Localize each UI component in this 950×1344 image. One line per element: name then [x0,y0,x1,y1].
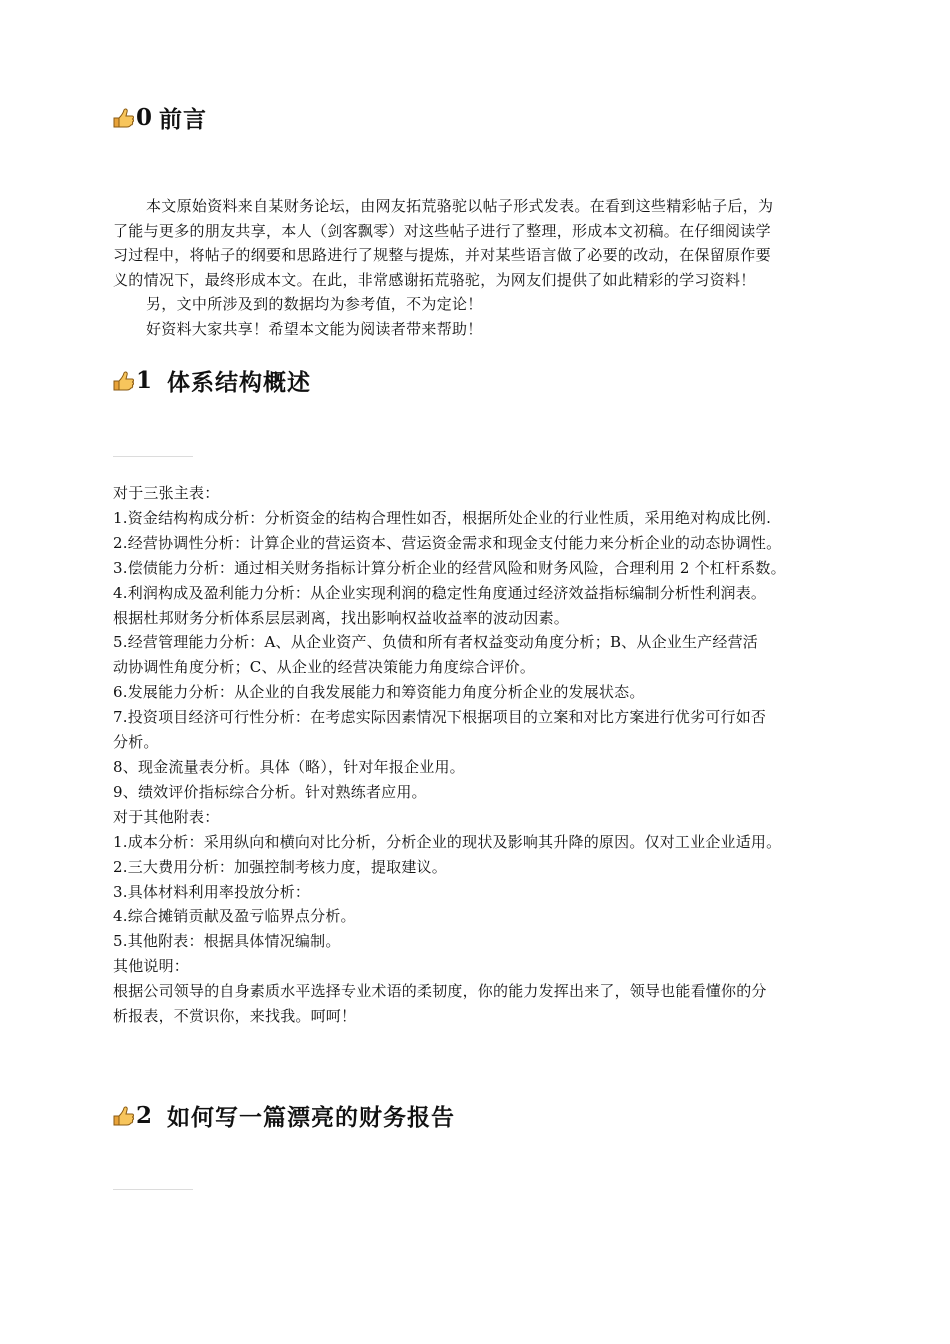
divider-line [113,1189,193,1190]
section-number: 0 [136,104,154,131]
divider-line [113,456,193,457]
list-item: 4.利润构成及盈利能力分析：从企业实现利润的稳定性角度通过经济效益指标编制分析性利润表。 [113,583,767,602]
preface-line: 了能与更多的朋友共享，本人（剑客飘零）对这些帖子进行了整理，形成本文初稿。在仔细阅读学 [113,221,771,240]
section-heading-0 [113,101,207,134]
section-title: 体系结构概述 [167,369,312,396]
section-number: 1 [136,367,154,394]
list-item: 动协调性角度分析；C、从企业的经营决策能力角度综合评价。 [113,658,536,677]
list-item: 1.成本分析：采用纵向和横向对比分析，分析企业的现状及影响其升降的原因。仅对工业企业适用。 [113,832,782,851]
thumbs-up-icon [113,371,135,391]
list-item: 对于其他附表： [113,807,220,826]
list-item: 3.具体材料利用率投放分析： [113,882,311,901]
section-title: 前言 [159,106,208,133]
section-heading-1 [113,364,311,397]
list-item: 2.三大费用分析：加强控制考核力度，提取建议。 [113,857,447,876]
section-number: 2 [136,1102,154,1129]
list-item: 8、现金流量表分析。具体（略），针对年报企业用。 [113,757,465,776]
list-item: 根据杜邦财务分析体系层层剥离，找出影响权益收益率的波动因素。 [113,608,570,627]
preface-note: 好资料大家共享！希望本文能为阅读者带来帮助！ [146,319,483,338]
list-item: 分析。 [113,733,159,752]
list-item: 6.发展能力分析：从企业的自我发展能力和筹资能力角度分析企业的发展状态。 [113,683,645,702]
list-item: 3.偿债能力分析：通过相关财务指标计算分析企业的经营风险和财务风险，合理利用 2 个杠杆系数。 [113,558,786,577]
preface-line: 习过程中，将帖子的纲要和思路进行了规整与提炼，并对某些语言做了必要的改动，在保留原作要 [113,246,771,265]
list-item: 5.其他附表：根据具体情况编制。 [113,932,341,951]
list-item: 9、绩效评价指标综合分析。针对熟练者应用。 [113,782,427,801]
preface-body [113,194,841,342]
overview-body [113,481,853,1029]
section-heading-2 [113,1099,455,1132]
preface-line: 本文原始资料来自某财务论坛，由网友拓荒骆驼以帖子形式发表。在看到这些精彩帖子后，为 [146,197,774,215]
list-item: 对于三张主表： [113,484,220,502]
list-item: 1.资金结构构成分析：分析资金的结构合理性如否，根据所处企业的行业性质，采用绝对构成比例. [113,508,772,527]
thumbs-up-icon [113,1106,135,1126]
list-item: 根据公司领导的自身素质水平选择专业术语的柔韧度，你的能力发挥出来了，领导也能看懂你的分 [113,982,767,1001]
list-item: 5.经营管理能力分析：A、从企业资产、负债和所有者权益变动角度分析；B、从企业生产经营活 [113,633,758,652]
list-item: 2.经营协调性分析：计算企业的营运资本、营运资金需求和现金支付能力来分析企业的动态协调性。 [113,533,782,552]
list-item: 7.投资项目经济可行性分析：在考虑实际因素情况下根据项目的立案和对比方案进行优劣可行如否 [113,708,767,727]
section-title: 如何写一篇漂亮的财务报告 [167,1104,456,1131]
list-item: 4.综合摊销贡献及盈亏临界点分析。 [113,907,356,926]
preface-line: 义的情况下，最终形成本文。在此，非常感谢拓荒骆驼，为网友们提供了如此精彩的学习资料！ [113,270,756,289]
thumbs-up-icon [113,108,135,128]
list-item: 析报表，不赏识你，来找我。呵呵！ [113,1007,357,1026]
list-item: 其他说明： [113,957,190,976]
preface-note: 另，文中所涉及到的数据均为参考值，不为定论！ [146,295,483,314]
